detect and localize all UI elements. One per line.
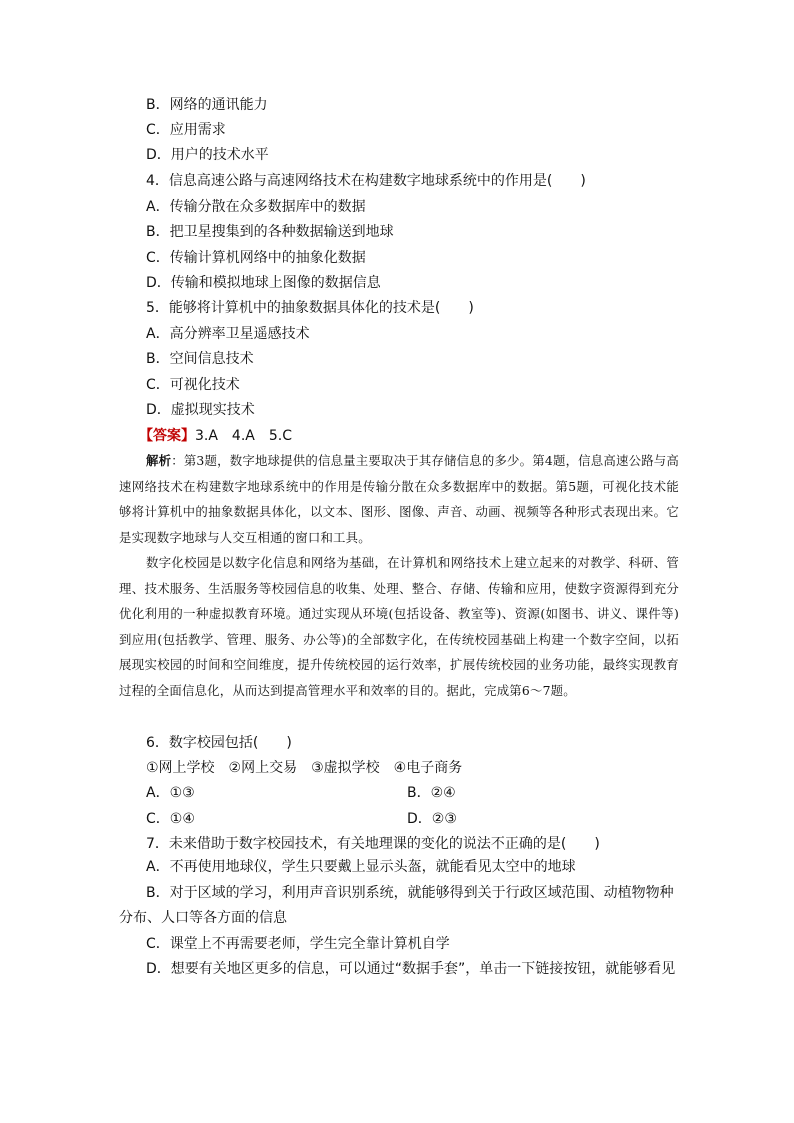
q5-option-d: D．虚拟现实技术 bbox=[146, 402, 255, 418]
q6-option-b: B．②④ bbox=[407, 785, 456, 801]
q5-option-c: C．可视化技术 bbox=[146, 377, 240, 393]
q6-option-c: C．①④ bbox=[146, 811, 195, 827]
q3-option-c: C．应用需求 bbox=[146, 122, 226, 138]
q7-option-b: B．对于区域的学习，利用声音识别系统，就能够得到关于行政区域范围、动植物物种分布、人口等各方面的信息 bbox=[119, 884, 674, 926]
q3-option-b: B．网络的通讯能力 bbox=[146, 97, 268, 113]
q3-option-d: D．用户的技术水平 bbox=[146, 147, 269, 163]
q6-option-a: A．①③ bbox=[146, 785, 195, 801]
q4-option-a: A．传输分散在众多数据库中的数据 bbox=[146, 199, 366, 215]
q4-option-c: C．传输计算机网络中的抽象化数据 bbox=[146, 250, 366, 266]
q7-options bbox=[119, 855, 681, 983]
explanation-label: 解析 bbox=[146, 453, 172, 468]
q4-option-d: D．传输和模拟地球上图像的数据信息 bbox=[146, 275, 381, 291]
explanation-text: ：第3题，数字地球提供的信息量主要取决于其存储信息的多少。第4题，信息高速公路与高速网络技术在构建数字地球系统中的作用是传输分散在众多数据库中的数据。第5题，可视化技术能够将计算机中的抽象数据具体化，以文本、图形、图像、声音、动画、视频等各种形式表现出来。它是实现数字地球与人交互相通的窗口和工具。 bbox=[119, 453, 679, 545]
q4-stem: 4．信息高速公路与高速网络技术在构建数字地球系统中的作用是( ) bbox=[146, 173, 586, 189]
q4-option-b: B．把卫星搜集到的各种数据输送到地球 bbox=[146, 224, 394, 240]
q7-stem: 7．未来借助于数字校园技术，有关地理课的变化的说法不正确的是( ) bbox=[146, 836, 600, 852]
answer-text: 3.A 4.A 5.C bbox=[195, 428, 293, 444]
q5-stem: 5．能够将计算机中的抽象数据具体化的技术是( ) bbox=[146, 300, 474, 316]
passage-text: 数字化校园是以数字化信息和网络为基础，在计算机和网络技术上建立起来的对教学、科研、管理、技术服务、生活服务等校园信息的收集、处理、整合、存储、传输和应用，使数字资源得到充分优化利用的一种虚拟教育环境。通过实现从环境(包括设备、教室等)、资源(如图书、讲义、课件等)到应用(包括教学、管理、服务、办公等)的全部数字化，在传统校园基础上构建一个数字空间，以拓展现实校园的时间和空间维度，提升传统校园的运行效率，扩展传统校园的业务功能，最终实现教育过程的全面信息化，从而达到提高管理水平和效率的目的。据此，完成第6～7题。 bbox=[119, 555, 679, 698]
q6-option-d: D．②③ bbox=[407, 811, 457, 827]
answer-tag: 【答案】 bbox=[139, 428, 195, 444]
q5-option-a: A．高分辨率卫星遥感技术 bbox=[146, 326, 310, 342]
q7-option-a: A．不再使用地球仪，学生只要戴上显示头盔，就能看见太空中的地球 bbox=[146, 859, 576, 875]
explanation-block bbox=[119, 448, 679, 703]
q7-option-d: D．想要有关地区更多的信息，可以通过“数据手套”，单击一下链接按钮，就能够看见 bbox=[146, 961, 676, 977]
q5-option-b: B．空间信息技术 bbox=[146, 351, 254, 367]
q7-option-c: C．课堂上不再需要老师，学生完全靠计算机自学 bbox=[146, 935, 450, 952]
q6-stem: 6．数字校园包括( ) bbox=[146, 735, 292, 751]
answer-line bbox=[139, 427, 292, 445]
q6-items: ①网上学校 ②网上交易 ③虚拟学校 ④电子商务 bbox=[146, 760, 463, 776]
